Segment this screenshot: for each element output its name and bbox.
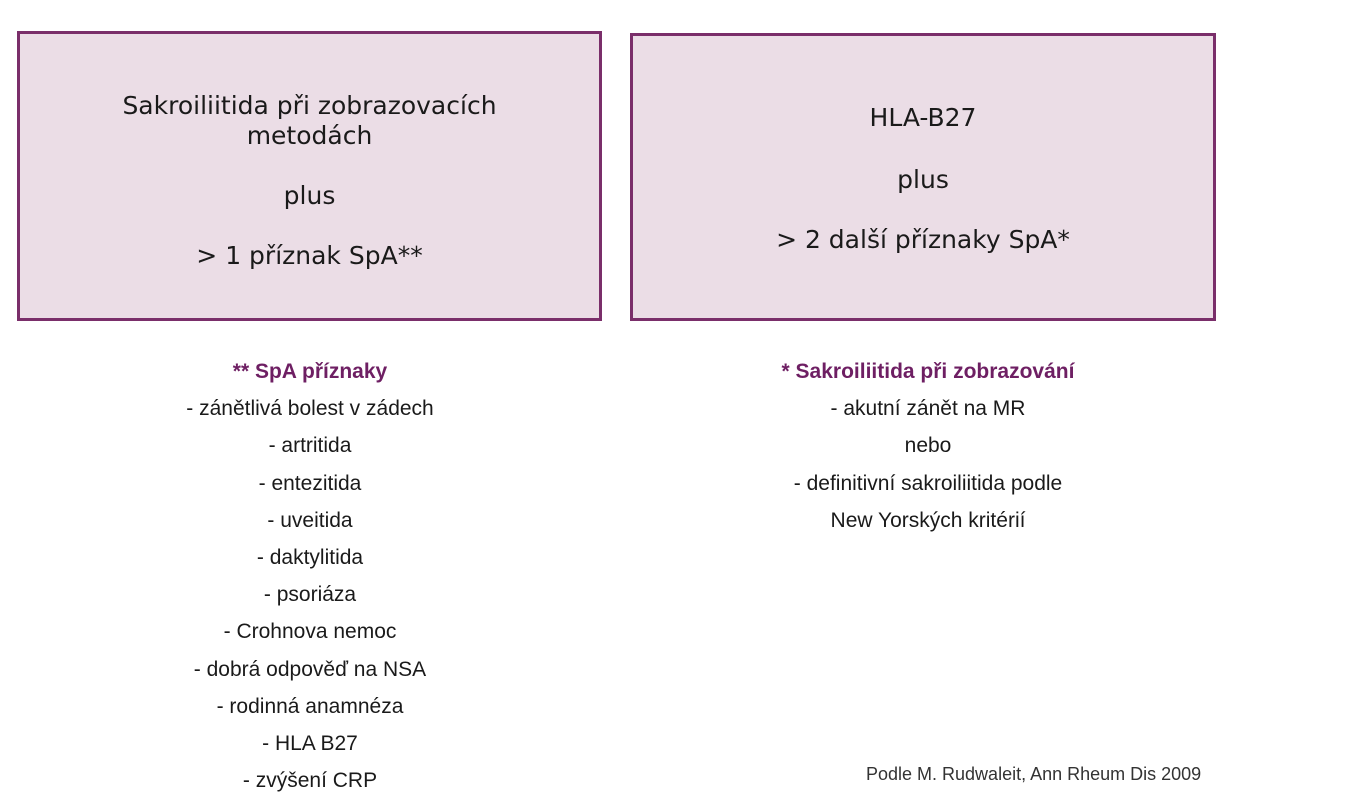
imaging-arm-line1: Sakroiliitida při zobrazovacích xyxy=(122,91,497,120)
list-item: - zvýšení CRP xyxy=(242,769,378,793)
sacroiliitis-imaging-list xyxy=(728,353,1128,539)
sacroiliitis-imaging-heading: * Sakroiliitida při zobrazování xyxy=(781,360,1075,383)
clinical-arm-box xyxy=(630,33,1216,321)
spa-symptoms-list xyxy=(110,353,510,799)
source-citation: Podle M. Rudwaleit, Ann Rheum Dis 2009 xyxy=(866,764,1202,784)
imaging-arm-requirement: > 1 příznak SpA** xyxy=(196,241,423,270)
clinical-arm-line1: HLA-B27 xyxy=(869,103,977,132)
list-item: New Yorských kritérií xyxy=(830,508,1026,532)
spa-symptoms-heading: ** SpA příznaky xyxy=(232,360,388,383)
clinical-arm-plus: plus xyxy=(897,165,949,194)
imaging-arm-line1b: metodách xyxy=(246,121,373,150)
list-item: - daktylitida xyxy=(256,546,364,570)
list-item: - dobrá odpověď na NSA xyxy=(193,657,427,681)
list-item: - Crohnova nemoc xyxy=(223,620,397,644)
list-item: - artritida xyxy=(268,434,352,458)
list-item: - zánětlivá bolest v zádech xyxy=(186,397,434,421)
imaging-arm-box xyxy=(17,31,602,321)
clinical-arm-requirement: > 2 další příznaky SpA* xyxy=(776,225,1070,254)
list-item: - entezitida xyxy=(258,471,362,495)
list-item: - rodinná anamnéza xyxy=(216,694,404,718)
list-item: - psoriáza xyxy=(263,583,357,607)
list-item: - definitivní sakroiliitida podle xyxy=(793,471,1063,495)
list-item: - akutní zánět na MR xyxy=(830,397,1026,421)
imaging-arm-plus: plus xyxy=(283,181,336,210)
list-item: nebo xyxy=(904,434,952,458)
list-item: - HLA B27 xyxy=(262,732,358,756)
list-item: - uveitida xyxy=(267,508,353,532)
